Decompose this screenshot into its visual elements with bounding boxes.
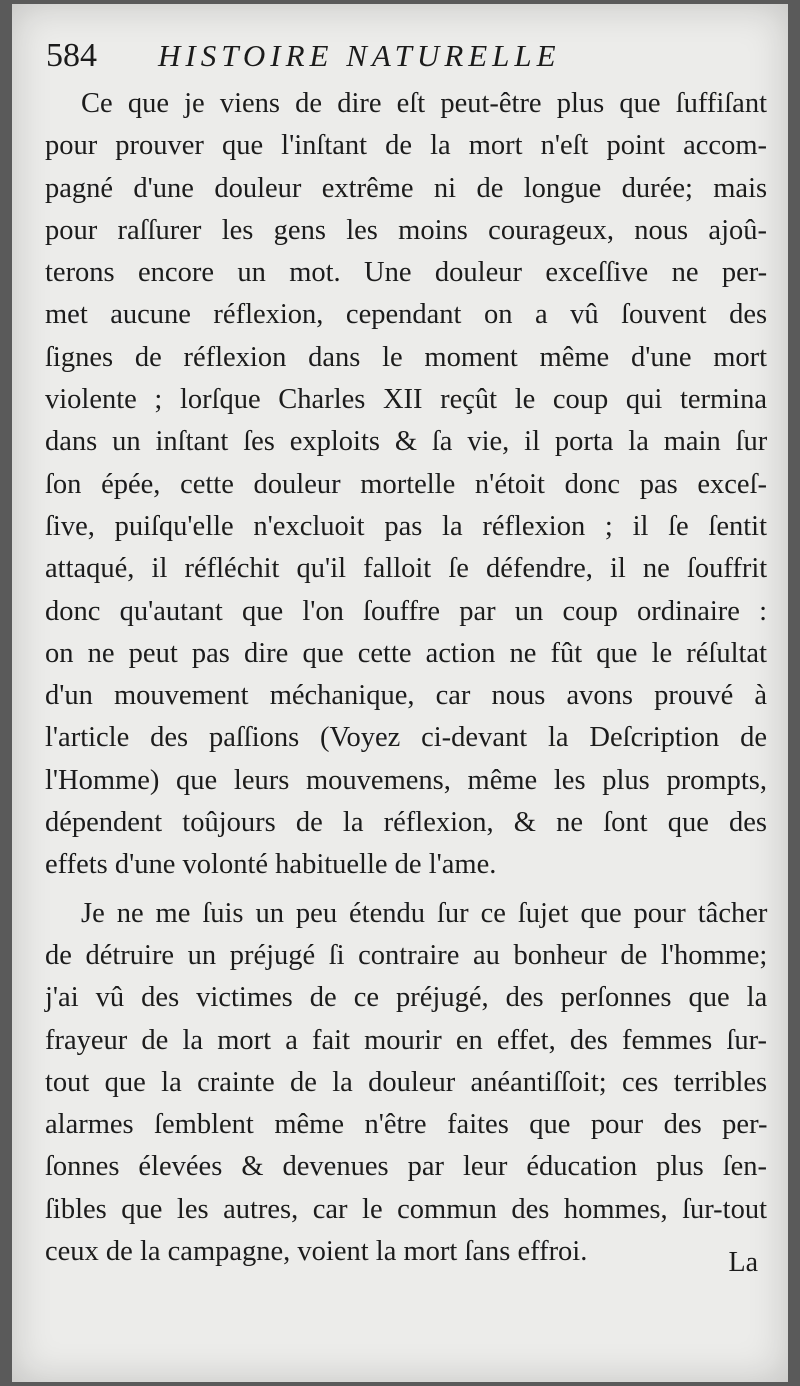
text-line: de détruire un préjugé ſi contraire au bonheur de l'homme; [45, 939, 768, 971]
text-line: d'un mouvement méchanique, car nous avons prouvé à [45, 680, 768, 712]
page-header [46, 34, 746, 78]
body-text [45, 83, 767, 1273]
text-line: Ce que je viens de dire eſt peut-être plus que ſuffiſant [81, 88, 767, 119]
text-line: dans un inſtant ſes exploits & ſa vie, il porta la main ſur [45, 426, 768, 458]
text-line: ſonnes élevées & devenues par leur éducation plus ſen- [45, 1151, 767, 1183]
text-line: l'article des paſſions (Voyez ci-devant la Deſcription de [45, 722, 767, 754]
text-line: ſon épée, cette douleur mortelle n'étoit donc pas exceſ- [45, 468, 767, 500]
text-line: on ne peut pas dire que cette action ne fût que le réſultat [45, 637, 767, 669]
text-line: terons encore un mot. Une douleur exceſſive ne per- [45, 257, 768, 289]
text-line: ſignes de réflexion dans le moment même d'une mort [45, 341, 768, 373]
text-line: attaqué, il réfléchit qu'il falloit ſe défendre, il ne ſouffrit [45, 553, 768, 585]
paragraph-1 [45, 83, 767, 887]
paragraph-2 [45, 893, 767, 1274]
text-line: pagné d'une douleur extrême ni de longue durée; mais [45, 172, 768, 204]
running-head: HISTOIRE NATURELLE [158, 38, 561, 73]
text-line: Je ne me ſuis un peu étendu ſur ce ſujet que pour tâcher [81, 897, 768, 929]
text-line: effets d'une volonté habituelle de l'ame. [45, 849, 497, 881]
text-line: alarmes ſemblent même n'être faites que pour des per- [45, 1109, 768, 1141]
text-line: tout que la crainte de la douleur anéantiſſoit; ces terribles [45, 1066, 768, 1098]
text-line: frayeur de la mort a fait mourir en effet, des femmes ſur- [45, 1024, 767, 1056]
text-line: ſive, puiſqu'elle n'excluoit pas la réflexion ; il ſe ſentit [45, 510, 767, 542]
text-line: dépendent toûjours de la réflexion, & ne ſont que des [45, 807, 767, 839]
text-line: j'ai vû des victimes de ce préjugé, des perſonnes que la [45, 982, 768, 1014]
book-page [12, 4, 788, 1382]
text-line: pour prouver que l'inſtant de la mort n'eſt point accom- [45, 130, 767, 162]
page-number: 584 [46, 37, 97, 74]
text-line: violente ; lorſque Charles XII reçût le coup qui termina [45, 384, 767, 416]
text-line: donc qu'autant que l'on ſouffre par un coup ordinaire : [45, 595, 767, 627]
text-line: met aucune réflexion, cependant on a vû ſouvent des [45, 299, 768, 331]
text-line: pour raſſurer les gens les moins courageux, nous ajoû- [45, 214, 767, 246]
text-line: ceux de la campagne, voient la mort ſans effroi. [45, 1236, 588, 1268]
text-line: l'Homme) que leurs mouvemens, même les plus prompts, [45, 764, 767, 796]
text-line: ſibles que les autres, car le commun des hommes, ſur-tout [45, 1193, 767, 1225]
catchword: La [728, 1247, 758, 1278]
